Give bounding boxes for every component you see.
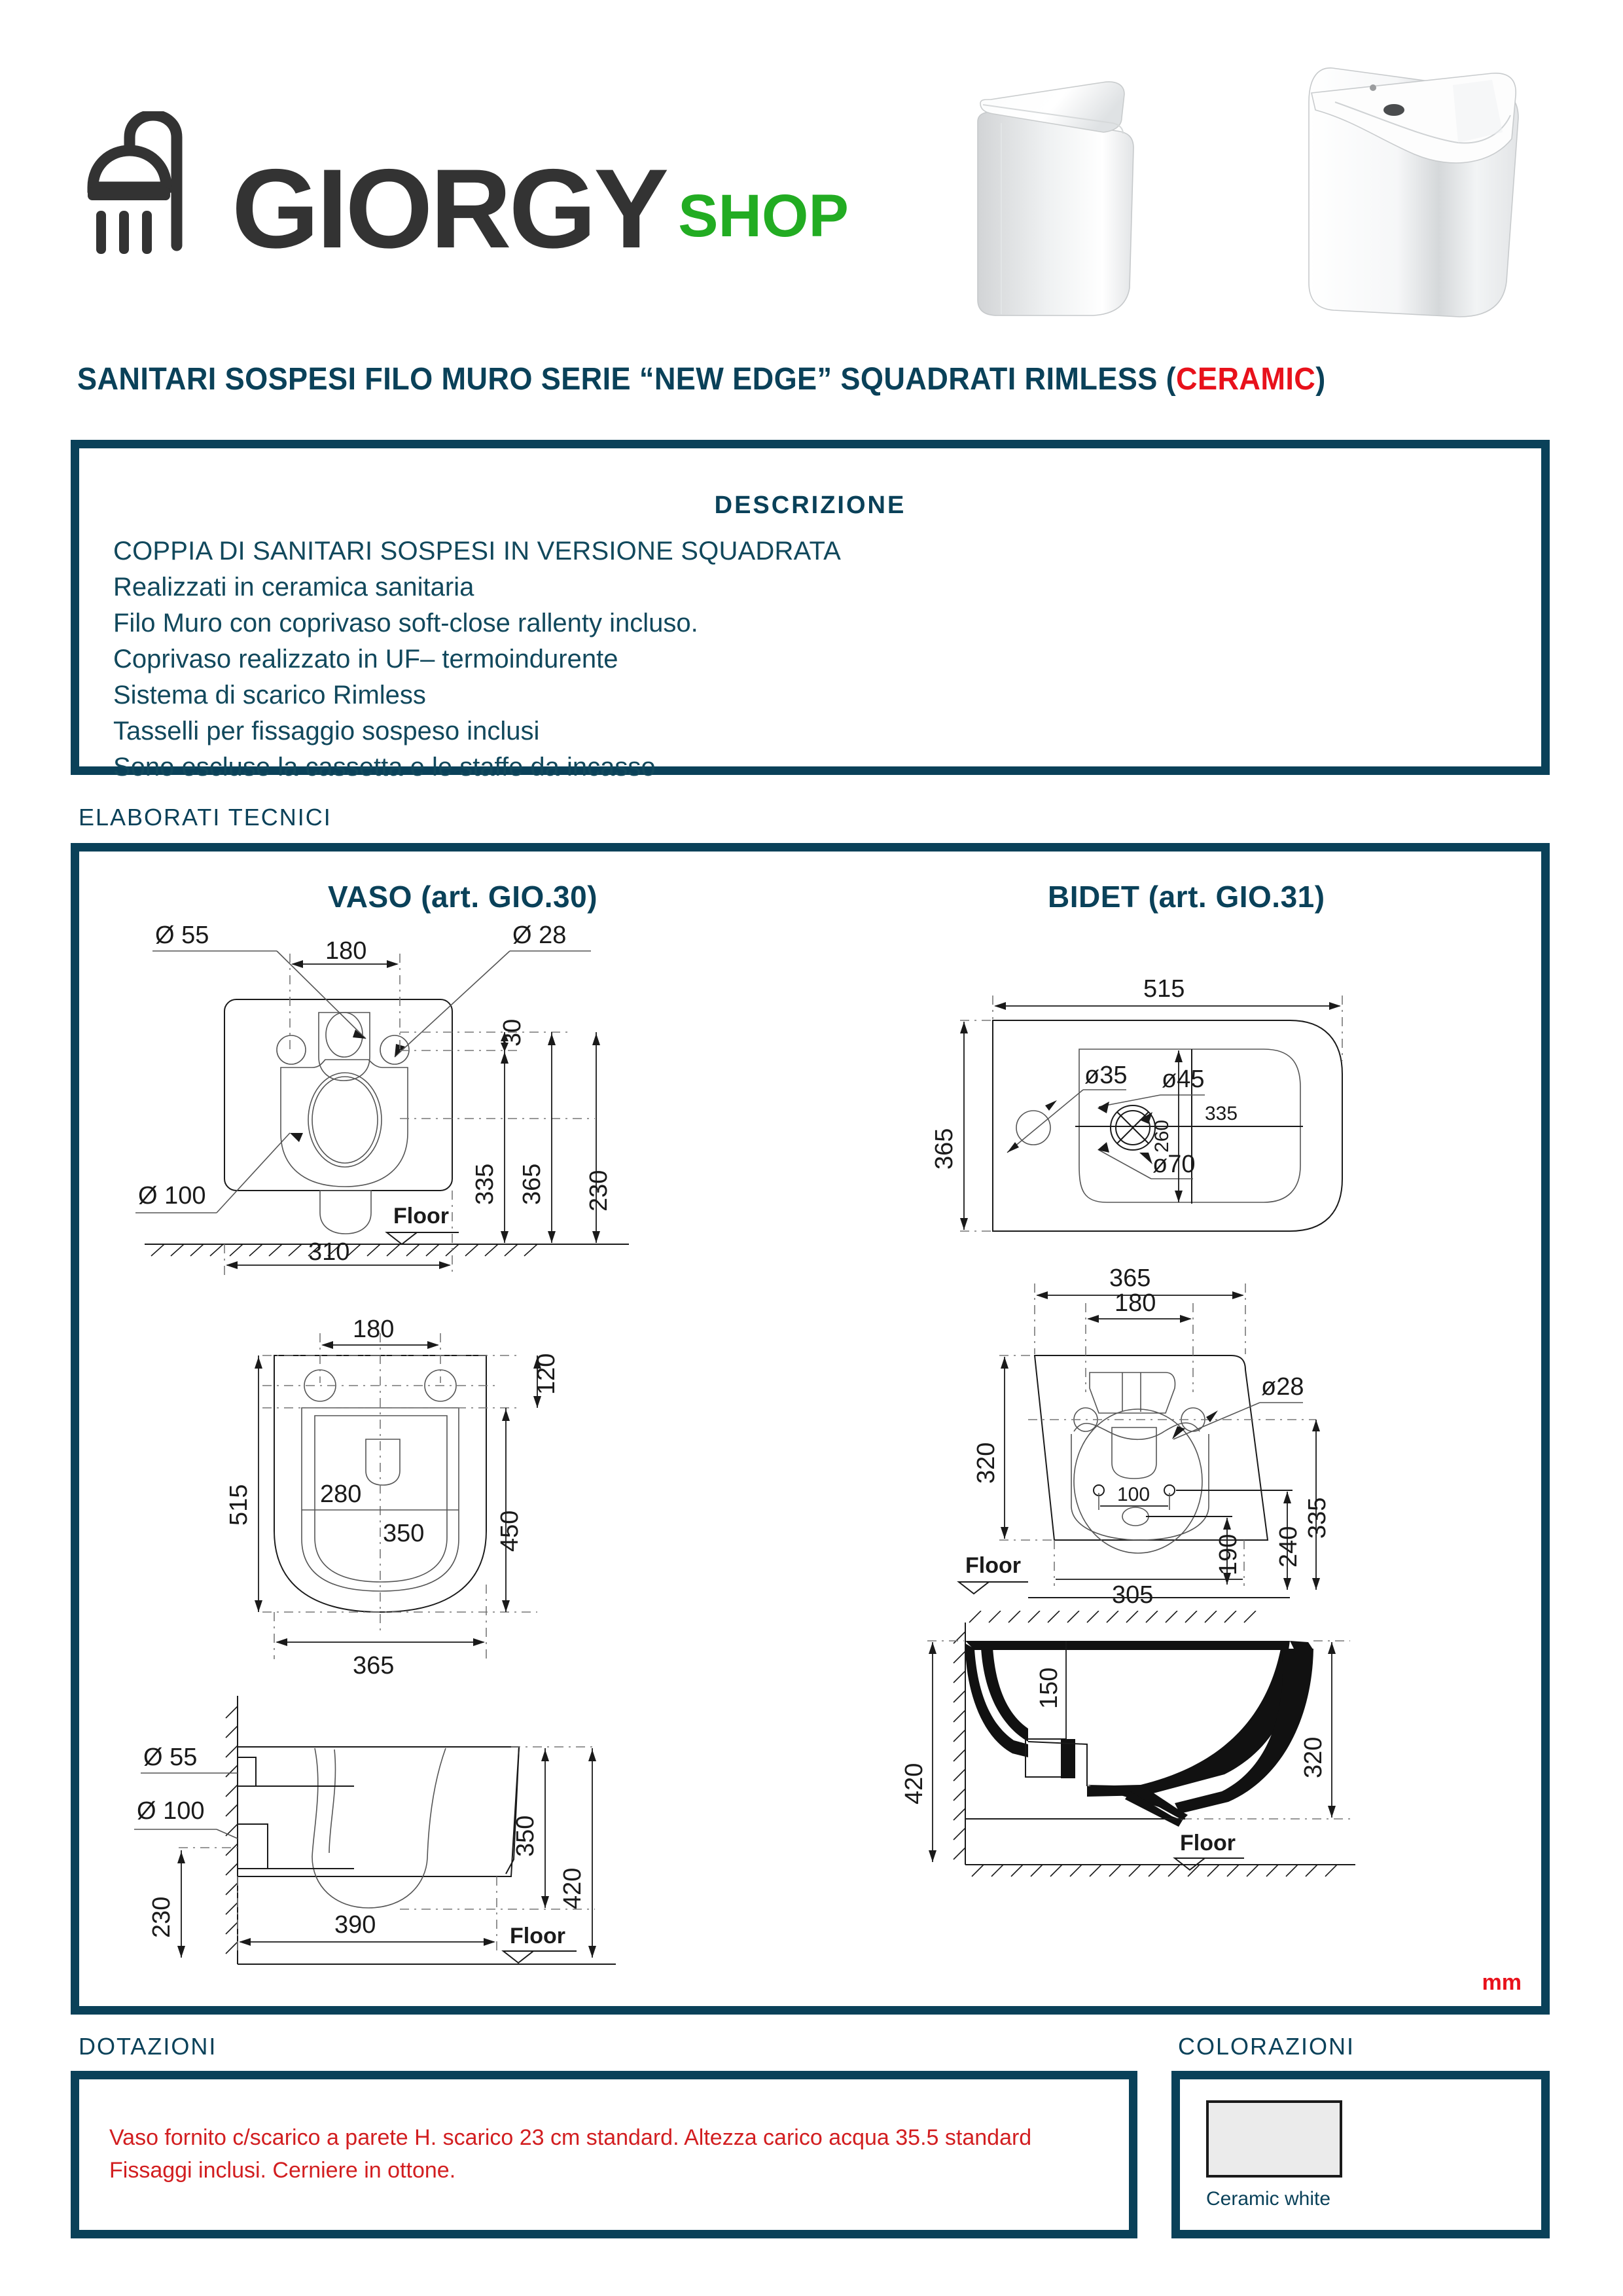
dim-bidet-front-320: 320 <box>972 1442 1000 1484</box>
drawing-bidet-plan <box>923 956 1447 1264</box>
list-item: Filo Muro con coprivaso soft-close rallenty incluso. <box>113 609 698 637</box>
colorazioni-box <box>1171 2071 1550 2238</box>
list-item: COPPIA DI SANITARI SOSPESI IN VERSIONE SQUADRATA <box>113 537 842 565</box>
color-swatch-label: Ceramic white <box>1206 2188 1331 2210</box>
list-item: Coprivaso realizzato in UF– termoindurente <box>113 645 618 673</box>
section-label-elaborati: ELABORATI TECNICI <box>79 804 332 831</box>
dotazioni-line: Vaso fornito c/scarico a parete H. scarico 23 cm standard. Altezza carico acqua 35.5 standard <box>109 2125 1032 2150</box>
dim-vaso-plan-180: 180 <box>353 1316 395 1343</box>
list-item: Realizzati in ceramica sanitaria <box>113 573 474 601</box>
drawing-vaso-side <box>118 1689 642 1971</box>
page-title-tail: ) <box>1315 362 1326 397</box>
dim-vaso-side-350: 350 <box>512 1815 539 1857</box>
dim-vaso-side-230: 230 <box>148 1896 175 1938</box>
dim-vaso-plan-365: 365 <box>353 1652 395 1679</box>
section-label-dotazioni: DOTAZIONI <box>79 2033 217 2060</box>
dim-bidet-side-320: 320 <box>1300 1736 1327 1778</box>
page-title-main: SANITARI SOSPESI FILO MURO SERIE “NEW EDGE” SQUADRATI RIMLESS ( <box>77 362 1177 397</box>
dim-vaso-front-230: 230 <box>585 1170 613 1211</box>
dim-vaso-front-d55: Ø 55 <box>155 922 209 949</box>
dim-vaso-side-d100: Ø 100 <box>137 1797 205 1825</box>
dim-vaso-plan-120: 120 <box>533 1353 560 1395</box>
dim-vaso-front-310: 310 <box>308 1238 350 1266</box>
dim-bidet-plan-515: 515 <box>1143 975 1185 1003</box>
dim-bidet-front-180: 180 <box>1115 1289 1156 1317</box>
dim-vaso-side-390: 390 <box>334 1911 376 1939</box>
dim-vaso-front-365: 365 <box>518 1163 546 1205</box>
dim-vaso-plan-515: 515 <box>225 1484 253 1526</box>
description-heading: DESCRIZIONE <box>714 492 906 519</box>
dim-vaso-plan-280: 280 <box>320 1480 362 1508</box>
description-list <box>113 533 841 785</box>
dotazioni-text <box>109 2121 1031 2187</box>
color-swatch <box>1206 2100 1342 2178</box>
drawing-vaso-plan <box>190 1277 649 1683</box>
dim-vaso-front-30: 30 <box>499 1018 526 1047</box>
dim-vaso-plan-450: 450 <box>496 1510 524 1552</box>
list-item: Sistema di scarico Rimless <box>113 681 426 709</box>
dim-bidet-plan-d45: ø45 <box>1162 1066 1205 1093</box>
brand-logo <box>79 111 849 272</box>
unit-label: mm <box>1482 1970 1522 1995</box>
drawing-vaso-front <box>112 917 662 1283</box>
brand-name: GIORGY <box>232 145 667 272</box>
dim-bidet-front-100: 100 <box>1117 1484 1150 1505</box>
description-box <box>71 440 1550 781</box>
floor-label-vaso-front: Floor <box>393 1204 449 1229</box>
drawing-bidet-side <box>897 1611 1460 1886</box>
page-title <box>77 361 1326 397</box>
floor-label-bidet-side: Floor <box>1180 1831 1236 1856</box>
dim-bidet-plan-365: 365 <box>931 1128 958 1170</box>
dim-bidet-front-305: 305 <box>1112 1581 1154 1609</box>
list-item: Tasselli per fissaggio sospeso inclusi <box>113 717 540 745</box>
page-title-highlight: CERAMIC <box>1176 362 1316 397</box>
brand-suffix: SHOP <box>678 182 849 249</box>
product-photos <box>916 20 1584 321</box>
drawing-bidet-front <box>950 1257 1447 1611</box>
section-label-colorazioni: COLORAZIONI <box>1178 2033 1355 2060</box>
dim-vaso-front-180: 180 <box>325 937 367 965</box>
dim-vaso-side-d55: Ø 55 <box>143 1744 198 1771</box>
dim-bidet-side-420: 420 <box>901 1763 928 1804</box>
dim-bidet-plan-260: 260 <box>1151 1119 1173 1153</box>
technical-drawings-box <box>71 843 1550 2015</box>
dim-vaso-front-d28: Ø 28 <box>512 922 567 949</box>
list-item: Sono escluse la cassetta e le staffe da incasso <box>113 753 656 781</box>
dotazioni-box <box>71 2071 1137 2238</box>
dim-bidet-plan-335: 335 <box>1205 1103 1238 1124</box>
dim-bidet-front-335: 335 <box>1304 1497 1331 1539</box>
drawing-title-bidet: BIDET (art. GIO.31) <box>1048 880 1325 914</box>
bidet-photo <box>1296 39 1584 321</box>
dim-bidet-front-d28: ø28 <box>1261 1373 1304 1401</box>
dotazioni-line: Fissaggi inclusi. Cerniere in ottone. <box>109 2158 456 2183</box>
dim-bidet-front-365: 365 <box>1109 1265 1151 1292</box>
shower-head-icon <box>79 111 216 255</box>
dim-vaso-side-420: 420 <box>559 1867 586 1909</box>
dim-vaso-front-335: 335 <box>471 1163 499 1205</box>
dim-bidet-side-150: 150 <box>1035 1667 1063 1709</box>
dim-bidet-front-240: 240 <box>1275 1526 1302 1568</box>
floor-label-vaso-side: Floor <box>510 1924 565 1948</box>
toilet-photo <box>962 39 1270 321</box>
drawing-title-vaso: VASO (art. GIO.30) <box>328 880 598 914</box>
dim-bidet-front-190: 190 <box>1215 1534 1242 1575</box>
dim-vaso-plan-350: 350 <box>383 1520 425 1547</box>
floor-label-bidet-front: Floor <box>965 1553 1021 1578</box>
dim-vaso-front-d100: Ø 100 <box>138 1182 206 1210</box>
page-header <box>0 0 1623 334</box>
dim-bidet-plan-d35: ø35 <box>1084 1062 1128 1089</box>
dim-bidet-plan-d70: ø70 <box>1152 1151 1196 1178</box>
